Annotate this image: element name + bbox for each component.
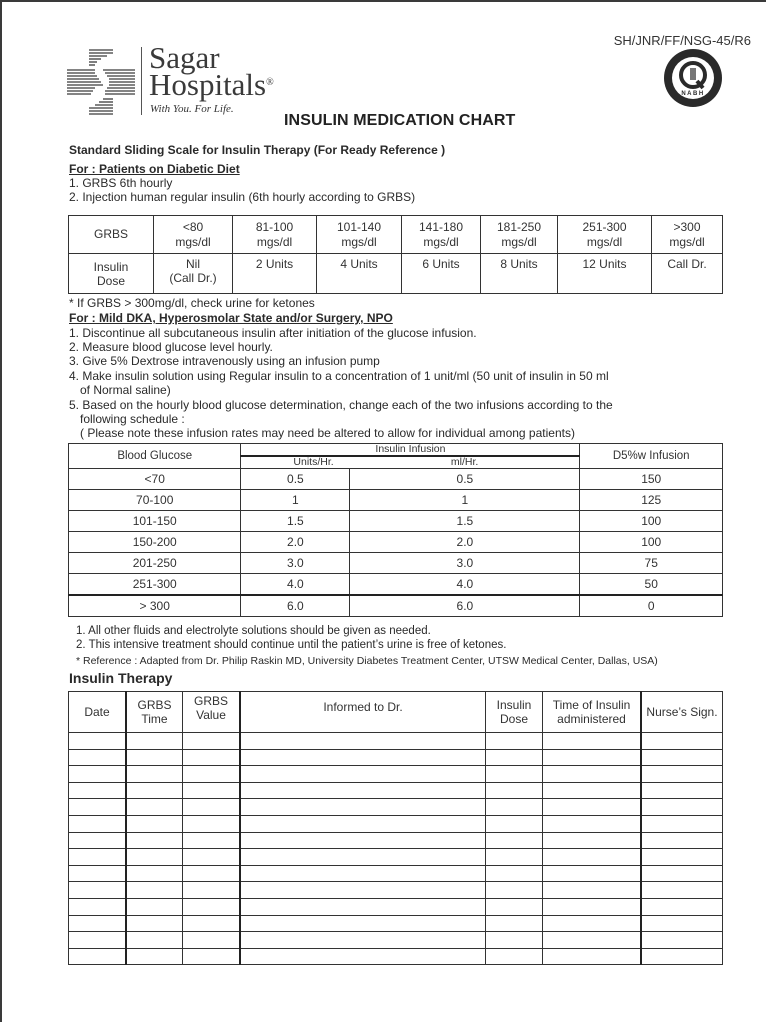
grbs-value-field[interactable] [183, 799, 241, 816]
d5w-cell: 100 [580, 511, 723, 532]
d5w-cell: 125 [580, 490, 723, 511]
insulin-dose-cell: 4 Units [317, 254, 402, 294]
insulin-dose-field[interactable] [486, 849, 543, 866]
grbs-range-cell: >300 mgs/dl [652, 216, 723, 254]
grbs-time-field[interactable] [126, 815, 183, 832]
time-administered-field[interactable] [543, 915, 642, 932]
nabh-accreditation-badge-icon [663, 48, 723, 108]
svg-text:NABH: NABH [681, 91, 705, 97]
dka-item-3: 3. Give 5% Dextrose intravenously using an infusion pump [69, 354, 380, 368]
infusion-header-row [69, 444, 723, 457]
grbs-time-field[interactable] [126, 915, 183, 932]
header-d5w-infusion: D5%w Infusion [580, 444, 723, 469]
units-hr-cell: 4.0 [241, 574, 350, 596]
informed-to-dr-field[interactable] [240, 832, 486, 849]
sliding-scale-table [68, 215, 723, 294]
diabetic-diet-item-2: 2. Injection human regular insulin (6th hourly according to GRBS) [69, 190, 416, 204]
dka-item-4-cont: of Normal saline) [80, 383, 171, 397]
dka-heading: For : Mild DKA, Hyperosmolar State and/or Surgery, NPO [69, 311, 393, 325]
infusion-row [69, 553, 723, 574]
insulin-dose-field[interactable] [486, 898, 543, 915]
d5w-cell: 75 [580, 553, 723, 574]
therapy-row [69, 733, 723, 750]
insulin-dose-field[interactable] [486, 733, 543, 750]
blood-glucose-cell: 101-150 [69, 511, 241, 532]
hospital-tagline: With You. For Life. [150, 103, 234, 115]
therapy-row [69, 849, 723, 866]
insulin-dose-row [69, 254, 723, 294]
informed-to-dr-field[interactable] [240, 749, 486, 766]
time-administered-field[interactable] [543, 882, 642, 899]
grbs-value-field[interactable] [183, 733, 241, 750]
time-administered-field[interactable] [543, 948, 642, 965]
grbs-range-cell: 181-250 mgs/dl [481, 216, 558, 254]
therapy-row [69, 898, 723, 915]
nurse-sign-field[interactable] [641, 782, 723, 799]
informed-to-dr-field[interactable] [240, 799, 486, 816]
nurse-sign-field[interactable] [641, 932, 723, 949]
informed-to-dr-field[interactable] [240, 849, 486, 866]
document-code: SH/JNR/FF/NSG-45/R6 [613, 33, 751, 48]
hospital-name-line1: Sagar [149, 40, 220, 75]
grbs-time-field[interactable] [126, 782, 183, 799]
time-administered-field[interactable] [543, 733, 642, 750]
ketone-footnote: * If GRBS > 300mg/dl, check urine for ketones [69, 296, 315, 310]
therapy-row [69, 932, 723, 949]
therapy-row [69, 799, 723, 816]
units-hr-cell: 2.0 [241, 532, 350, 553]
time-administered-field[interactable] [543, 865, 642, 882]
time-administered-field[interactable] [543, 932, 642, 949]
therapy-row [69, 815, 723, 832]
time-administered-field[interactable] [543, 782, 642, 799]
time-administered-field[interactable] [543, 849, 642, 866]
ml-hr-cell: 3.0 [350, 553, 580, 574]
grbs-range-cell: 81-100 mgs/dl [233, 216, 317, 254]
insulin-dose-cell: 2 Units [233, 254, 317, 294]
header-units-hr: Units/Hr. [241, 456, 350, 469]
date-field[interactable] [69, 915, 127, 932]
grbs-time-field[interactable] [126, 849, 183, 866]
grbs-value-field[interactable] [183, 948, 241, 965]
therapy-row [69, 749, 723, 766]
therapy-header-row [69, 692, 723, 733]
infusion-row [69, 595, 723, 617]
header-grbs-value: GRBS Value [183, 692, 241, 733]
ml-hr-cell: 2.0 [350, 532, 580, 553]
insulin-dose-field[interactable] [486, 932, 543, 949]
dka-infusion-note: ( Please note these infusion rates may need be altered to allow for individual among patients) [80, 426, 575, 440]
ml-hr-cell: 1.5 [350, 511, 580, 532]
blood-glucose-cell: 251-300 [69, 574, 241, 596]
blood-glucose-cell: 201-250 [69, 553, 241, 574]
grbs-row [69, 216, 723, 254]
date-field[interactable] [69, 815, 127, 832]
grbs-time-field[interactable] [126, 948, 183, 965]
header-nurse-sign: Nurse’s Sign. [641, 692, 723, 733]
nurse-sign-field[interactable] [641, 799, 723, 816]
therapy-row [69, 865, 723, 882]
informed-to-dr-field[interactable] [240, 865, 486, 882]
informed-to-dr-field[interactable] [240, 766, 486, 783]
header-time-administered: Time of Insulin administered [543, 692, 642, 733]
insulin-dose-field[interactable] [486, 799, 543, 816]
grbs-time-field[interactable] [126, 832, 183, 849]
date-field[interactable] [69, 882, 127, 899]
grbs-value-field[interactable] [183, 832, 241, 849]
header-blood-glucose: Blood Glucose [69, 444, 241, 469]
diabetic-diet-item-1: 1. GRBS 6th hourly [69, 176, 173, 190]
informed-to-dr-field[interactable] [240, 915, 486, 932]
units-hr-cell: 6.0 [241, 595, 350, 617]
date-field[interactable] [69, 749, 127, 766]
dka-item-5-cont: following schedule : [80, 412, 185, 426]
grbs-value-field[interactable] [183, 932, 241, 949]
d5w-cell: 100 [580, 532, 723, 553]
nurse-sign-field[interactable] [641, 815, 723, 832]
date-field[interactable] [69, 849, 127, 866]
therapy-row [69, 832, 723, 849]
nurse-sign-field[interactable] [641, 733, 723, 750]
ml-hr-cell: 1 [350, 490, 580, 511]
registered-mark: ® [266, 77, 274, 88]
d5w-cell: 150 [580, 469, 723, 490]
date-field[interactable] [69, 898, 127, 915]
grbs-value-field[interactable] [183, 782, 241, 799]
diabetic-diet-heading: For : Patients on Diabetic Diet [69, 162, 240, 176]
nurse-sign-field[interactable] [641, 766, 723, 783]
time-administered-field[interactable] [543, 898, 642, 915]
grbs-time-field[interactable] [126, 865, 183, 882]
nurse-sign-field[interactable] [641, 898, 723, 915]
insulin-dose-cell: 6 Units [402, 254, 481, 294]
grbs-value-field[interactable] [183, 815, 241, 832]
units-hr-cell: 0.5 [241, 469, 350, 490]
date-field[interactable] [69, 733, 127, 750]
therapy-row [69, 882, 723, 899]
grbs-value-field[interactable] [183, 915, 241, 932]
ml-hr-cell: 0.5 [350, 469, 580, 490]
blood-glucose-cell: <70 [69, 469, 241, 490]
nurse-sign-field[interactable] [641, 849, 723, 866]
insulin-dose-field[interactable] [486, 948, 543, 965]
date-field[interactable] [69, 799, 127, 816]
sagar-hospitals-logo-icon [67, 48, 135, 116]
grbs-time-field[interactable] [126, 749, 183, 766]
header-insulin-dose: Insulin Dose [486, 692, 543, 733]
time-administered-field[interactable] [543, 815, 642, 832]
informed-to-dr-field[interactable] [240, 898, 486, 915]
grbs-time-field[interactable] [126, 799, 183, 816]
therapy-row [69, 766, 723, 783]
informed-to-dr-field[interactable] [240, 733, 486, 750]
informed-to-dr-field[interactable] [240, 782, 486, 799]
insulin-dose-field[interactable] [486, 766, 543, 783]
units-hr-cell: 3.0 [241, 553, 350, 574]
header-informed-to-dr: Informed to Dr. [240, 692, 486, 733]
therapy-body [69, 733, 723, 965]
date-field[interactable] [69, 865, 127, 882]
header-ml-hr: ml/Hr. [350, 456, 580, 469]
dka-item-1: 1. Discontinue all subcutaneous insulin after initiation of the glucose infusion. [69, 326, 477, 340]
nurse-sign-field[interactable] [641, 832, 723, 849]
grbs-time-field[interactable] [126, 766, 183, 783]
grbs-time-field[interactable] [126, 898, 183, 915]
time-administered-field[interactable] [543, 749, 642, 766]
blood-glucose-cell: 150-200 [69, 532, 241, 553]
insulin-dose-field[interactable] [486, 865, 543, 882]
grbs-value-field[interactable] [183, 749, 241, 766]
infusion-row [69, 511, 723, 532]
informed-to-dr-field[interactable] [240, 882, 486, 899]
insulin-dose-field[interactable] [486, 815, 543, 832]
infusion-row [69, 469, 723, 490]
d5w-cell: 0 [580, 595, 723, 617]
time-administered-field[interactable] [543, 766, 642, 783]
nurse-sign-field[interactable] [641, 948, 723, 965]
informed-to-dr-field[interactable] [240, 948, 486, 965]
grbs-range-cell: <80 mgs/dl [154, 216, 233, 254]
grbs-time-field[interactable] [126, 733, 183, 750]
insulin-dose-field[interactable] [486, 782, 543, 799]
units-hr-cell: 1 [241, 490, 350, 511]
date-field[interactable] [69, 932, 127, 949]
grbs-time-field[interactable] [126, 932, 183, 949]
dka-item-2: 2. Measure blood glucose level hourly. [69, 340, 273, 354]
infusion-row [69, 532, 723, 553]
therapy-row [69, 915, 723, 932]
grbs-value-field[interactable] [183, 766, 241, 783]
ml-hr-cell: 4.0 [350, 574, 580, 596]
header-date: Date [69, 692, 127, 733]
date-field[interactable] [69, 948, 127, 965]
dka-item-5: 5. Based on the hourly blood glucose determination, change each of the two infusions according to the [69, 398, 613, 412]
ml-hr-cell: 6.0 [350, 595, 580, 617]
grbs-time-field[interactable] [126, 882, 183, 899]
insulin-dose-field[interactable] [486, 832, 543, 849]
therapy-row [69, 782, 723, 799]
insulin-dose-cell: 12 Units [558, 254, 652, 294]
grbs-value-field[interactable] [183, 882, 241, 899]
grbs-range-cell: 141-180 mgs/dl [402, 216, 481, 254]
therapy-row [69, 948, 723, 965]
time-administered-field[interactable] [543, 799, 642, 816]
hospital-name-line2: Hospitals® [149, 67, 274, 102]
nurse-sign-field[interactable] [641, 882, 723, 899]
grbs-range-cell: 251-300 mgs/dl [558, 216, 652, 254]
date-field[interactable] [69, 782, 127, 799]
date-field[interactable] [69, 766, 127, 783]
nurse-sign-field[interactable] [641, 865, 723, 882]
insulin-dose-label: Insulin Dose [69, 254, 154, 294]
header-insulin-infusion: Insulin Infusion [241, 444, 580, 457]
reference-note: * Reference : Adapted from Dr. Philip Raskin MD, University Diabetes Treatment Center, UTSW Medical Center, Dallas, USA) [76, 655, 658, 667]
insulin-dose-cell: 8 Units [481, 254, 558, 294]
time-administered-field[interactable] [543, 832, 642, 849]
d5w-cell: 50 [580, 574, 723, 596]
grbs-value-field[interactable] [183, 865, 241, 882]
insulin-therapy-table [68, 691, 723, 965]
insulin-dose-cell: Nil (Call Dr.) [154, 254, 233, 294]
nurse-sign-field[interactable] [641, 749, 723, 766]
dka-item-4: 4. Make insulin solution using Regular insulin to a concentration of 1 unit/ml (50 unit of insulin in 50 ml [69, 369, 609, 383]
informed-to-dr-field[interactable] [240, 815, 486, 832]
insulin-dose-field[interactable] [486, 749, 543, 766]
infusion-row [69, 490, 723, 511]
units-hr-cell: 1.5 [241, 511, 350, 532]
infusion-row [69, 574, 723, 596]
logo-divider [141, 47, 142, 115]
header-grbs-time: GRBS Time [126, 692, 183, 733]
nurse-sign-field[interactable] [641, 915, 723, 932]
infusion-table [68, 443, 723, 617]
insulin-therapy-title: Insulin Therapy [69, 670, 173, 686]
grbs-range-cell: 101-140 mgs/dl [317, 216, 402, 254]
grbs-value-field[interactable] [183, 849, 241, 866]
blood-glucose-cell: > 300 [69, 595, 241, 617]
document-title: INSULIN MEDICATION CHART [284, 112, 516, 129]
sliding-scale-heading: Standard Sliding Scale for Insulin Therapy (For Ready Reference ) [69, 143, 446, 157]
grbs-label: GRBS [69, 216, 154, 254]
date-field[interactable] [69, 832, 127, 849]
insulin-dose-cell: Call Dr. [652, 254, 723, 294]
blood-glucose-cell: 70-100 [69, 490, 241, 511]
informed-to-dr-field[interactable] [240, 932, 486, 949]
insulin-dose-field[interactable] [486, 915, 543, 932]
note-2: 2. This intensive treatment should continue until the patient’s urine is free of ketones. [76, 639, 507, 651]
grbs-value-field[interactable] [183, 898, 241, 915]
hospital-name [149, 40, 274, 102]
insulin-dose-field[interactable] [486, 882, 543, 899]
note-1: 1. All other fluids and electrolyte solutions should be given as needed. [76, 625, 431, 637]
